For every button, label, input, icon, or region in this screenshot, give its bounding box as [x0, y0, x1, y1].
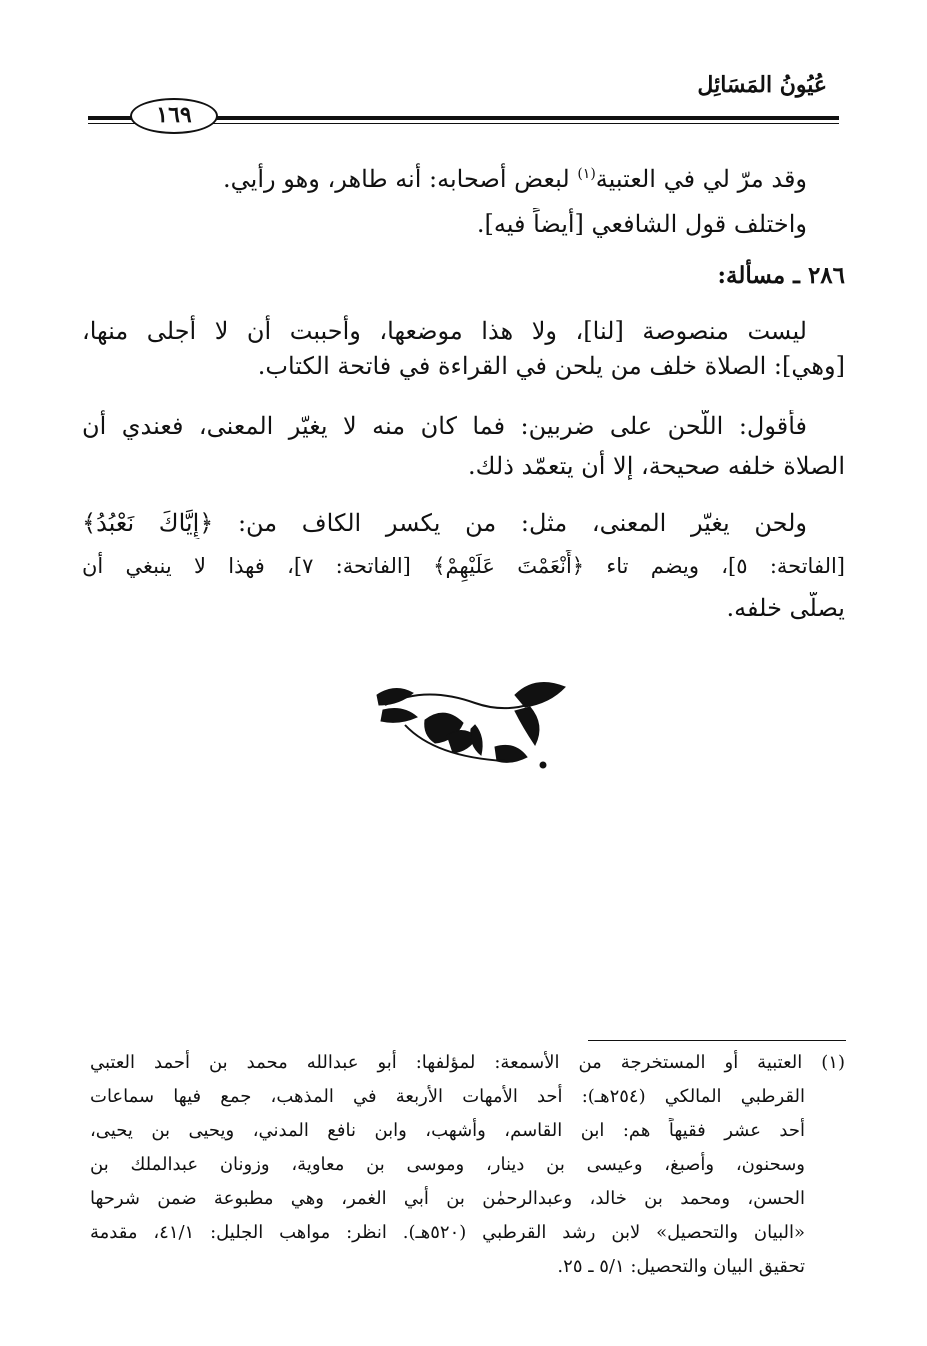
footnote-line-5: الحسن، ومحمد بن خالد، وعبدالرحمٰن بن أبي الغمر، وهي مطبوعة ضمن شرحها — [90, 1188, 805, 1209]
footnote-line-4: وسحنون، وأصبغ، وعيسى بن دينار، وموسى بن معاوية، وزونان عبدالملك بن — [90, 1154, 805, 1175]
footnote-line-1: (١) العتبية أو المستخرجة من الأسمعة: لمؤلفها: أبو عبدالله محمد بن أحمد العتبي — [90, 1052, 845, 1073]
page-number-badge: ١٦٩ — [130, 98, 218, 134]
footnote-line-7: تحقيق البيان والتحصيل: ٥/١ ـ ٢٥. — [557, 1256, 805, 1277]
footnote-line-6: «البيان والتحصيل» لابن رشد القرطبي (٥٢٠هـ). انظر: مواهب الجليل: ٤١/١، مقدمة — [90, 1222, 805, 1243]
footnote-marker[interactable]: (١) — [577, 166, 596, 182]
paragraph-3-line-2: [وهي]: الصلاة خلف من يلحن في القراءة في فاتحة الكتاب. — [257, 352, 845, 380]
running-title: عُيُونُ المَسَائِل — [697, 72, 827, 98]
paragraph-1-rest: لبعض أصحابه: أنه طاهر، وهو رأيي. — [223, 165, 578, 193]
footnote-line-2: القرطبي المالكي (٢٥٤هـ): أحد الأمهات الأربعة في المذهب، جمع فيها سماعات — [90, 1086, 805, 1107]
paragraph-5-line-3: يصلّى خلفه. — [726, 594, 845, 622]
footnote-rule — [588, 1040, 846, 1041]
paragraph-4-line-1: فأقول: اللّحن على ضربين: فما كان منه لا يغيّر المعنى، فعندي أن — [82, 412, 807, 440]
paragraph-5-line-2: [الفاتحة: ٥]، ويضم تاء ﴿أَنْعَمْتَ عَلَيْهِمْ﴾ [الفاتحة: ٧]، فهذا لا ينبغي أن — [82, 554, 845, 578]
floral-ornament-icon — [365, 665, 575, 775]
paragraph-5-line-1: ولحن يغيّر المعنى، مثل: من يكسر الكاف من: ﴿إِيَّاكَ نَعْبُدُ﴾ — [82, 509, 807, 537]
paragraph-2: واختلف قول الشافعي [أيضاً فيه]. — [476, 210, 807, 238]
footnote-line-3: أحد عشر فقيهاً هم: ابن القاسم، وأشهب، وابن نافع المدني، ويحيى بن يحيى، — [90, 1120, 805, 1141]
paragraph-1 — [82, 158, 845, 195]
issue-heading: ٢٨٦ ـ مسألة: — [717, 262, 845, 289]
paragraph-4-line-2: الصلاة خلفه صحيحة، إلا أن يتعمّد ذلك. — [468, 452, 845, 480]
paragraph-1-text: وقد مرّ لي في العتبية — [595, 165, 807, 193]
paragraph-3-line-1: ليست منصوصة [لنا]، ولا هذا موضعها، وأحببت أن لا أجلى منها، — [82, 317, 807, 345]
